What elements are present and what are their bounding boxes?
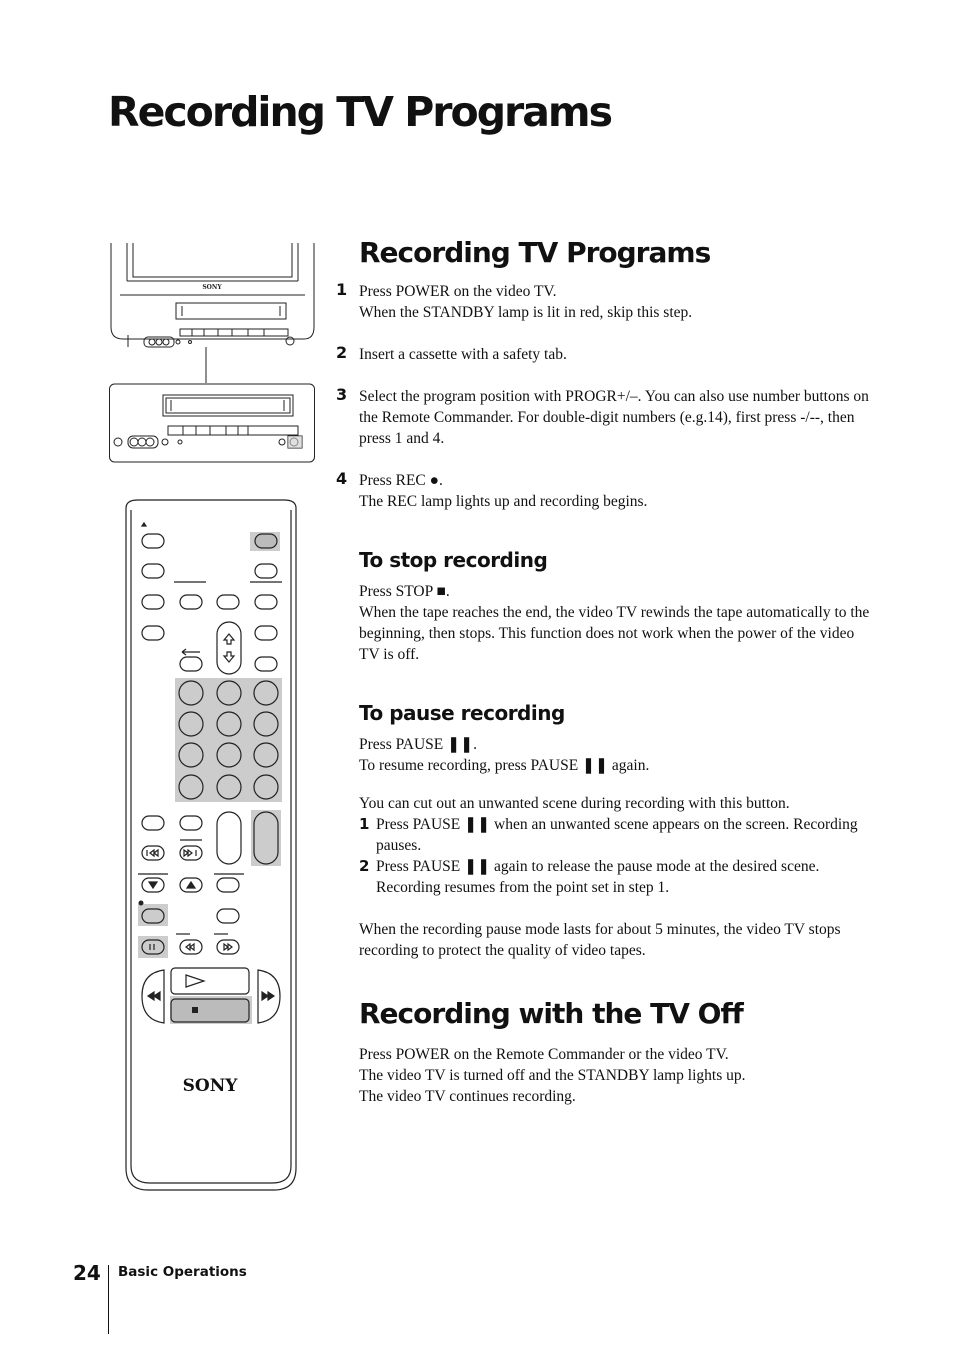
pause-note: When the recording pause mode lasts for about 5 minutes, the video TV stops recording to protect the quality of video tapes. xyxy=(359,921,841,959)
footer-divider xyxy=(108,1265,109,1334)
pause-intro: You can cut out an unwanted scene during recording with this button. xyxy=(359,795,790,812)
page-number: 24 xyxy=(73,1261,101,1285)
remote-commander-illustration xyxy=(124,498,300,1192)
step-text: Select the program position with PROGR+/–. You can also use number buttons on the Remote Commander. For double-digit numbers (e.g.14), first press -/--, then press 1 and 4. xyxy=(359,388,869,447)
step-text: The REC lamp lights up and recording begins. xyxy=(359,493,648,510)
section-heading-tv-off: Recording with the TV Off xyxy=(359,997,743,1030)
step-number: 4 xyxy=(336,469,348,488)
tv-off-line-1: Press POWER on the Remote Commander or the video TV. xyxy=(359,1046,729,1063)
step-number: 2 xyxy=(336,343,348,362)
step-3 xyxy=(336,386,876,449)
pause-substep-1 xyxy=(359,814,876,856)
main-content xyxy=(336,236,876,1107)
section-heading-recording: Recording TV Programs xyxy=(359,236,711,269)
tv-off-line-2: The video TV is turned off and the STANDBY lamp lights up. xyxy=(359,1067,746,1084)
steps-list xyxy=(336,281,876,512)
page-title: Recording TV Programs xyxy=(108,88,612,136)
footer-section-label: Basic Operations xyxy=(118,1264,247,1280)
step-number: 1 xyxy=(336,280,348,299)
step-number: 3 xyxy=(336,385,348,404)
substep-number: 1 xyxy=(359,815,370,833)
step-text: Press REC ●. xyxy=(359,472,443,489)
stop-line-1: Press STOP ■. xyxy=(359,583,450,600)
step-2 xyxy=(336,344,876,365)
substep-text: Press PAUSE ❚❚ again to release the pause mode at the desired scene. Recording resumes from the point set in step 1. xyxy=(376,858,820,896)
step-4 xyxy=(336,470,876,512)
step-text: Press POWER on the video TV. xyxy=(359,283,557,300)
remote-brand-logo: SONY xyxy=(182,1076,238,1096)
step-1 xyxy=(336,281,876,323)
pause-substep-2 xyxy=(359,856,876,898)
video-tv-illustration xyxy=(108,243,320,465)
subheading-stop-recording: To stop recording xyxy=(359,548,548,572)
substep-text: Press PAUSE ❚❚ when an unwanted scene appears on the screen. Recording pauses. xyxy=(376,816,858,854)
stop-line-2: When the tape reaches the end, the video TV rewinds the tape automatically to the beginning, then stops. This function does not work when the power of the video TV is off. xyxy=(359,604,870,663)
pause-line-2: To resume recording, press PAUSE ❚❚ again. xyxy=(359,757,650,774)
tv-brand-logo: SONY xyxy=(202,284,222,291)
tv-off-line-3: The video TV continues recording. xyxy=(359,1088,576,1105)
step-text: Insert a cassette with a safety tab. xyxy=(359,346,567,363)
substep-number: 2 xyxy=(359,857,370,875)
subheading-pause-recording: To pause recording xyxy=(359,701,565,725)
pause-line-1: Press PAUSE ❚❚. xyxy=(359,736,477,753)
step-text: When the STANDBY lamp is lit in red, skip this step. xyxy=(359,304,693,321)
